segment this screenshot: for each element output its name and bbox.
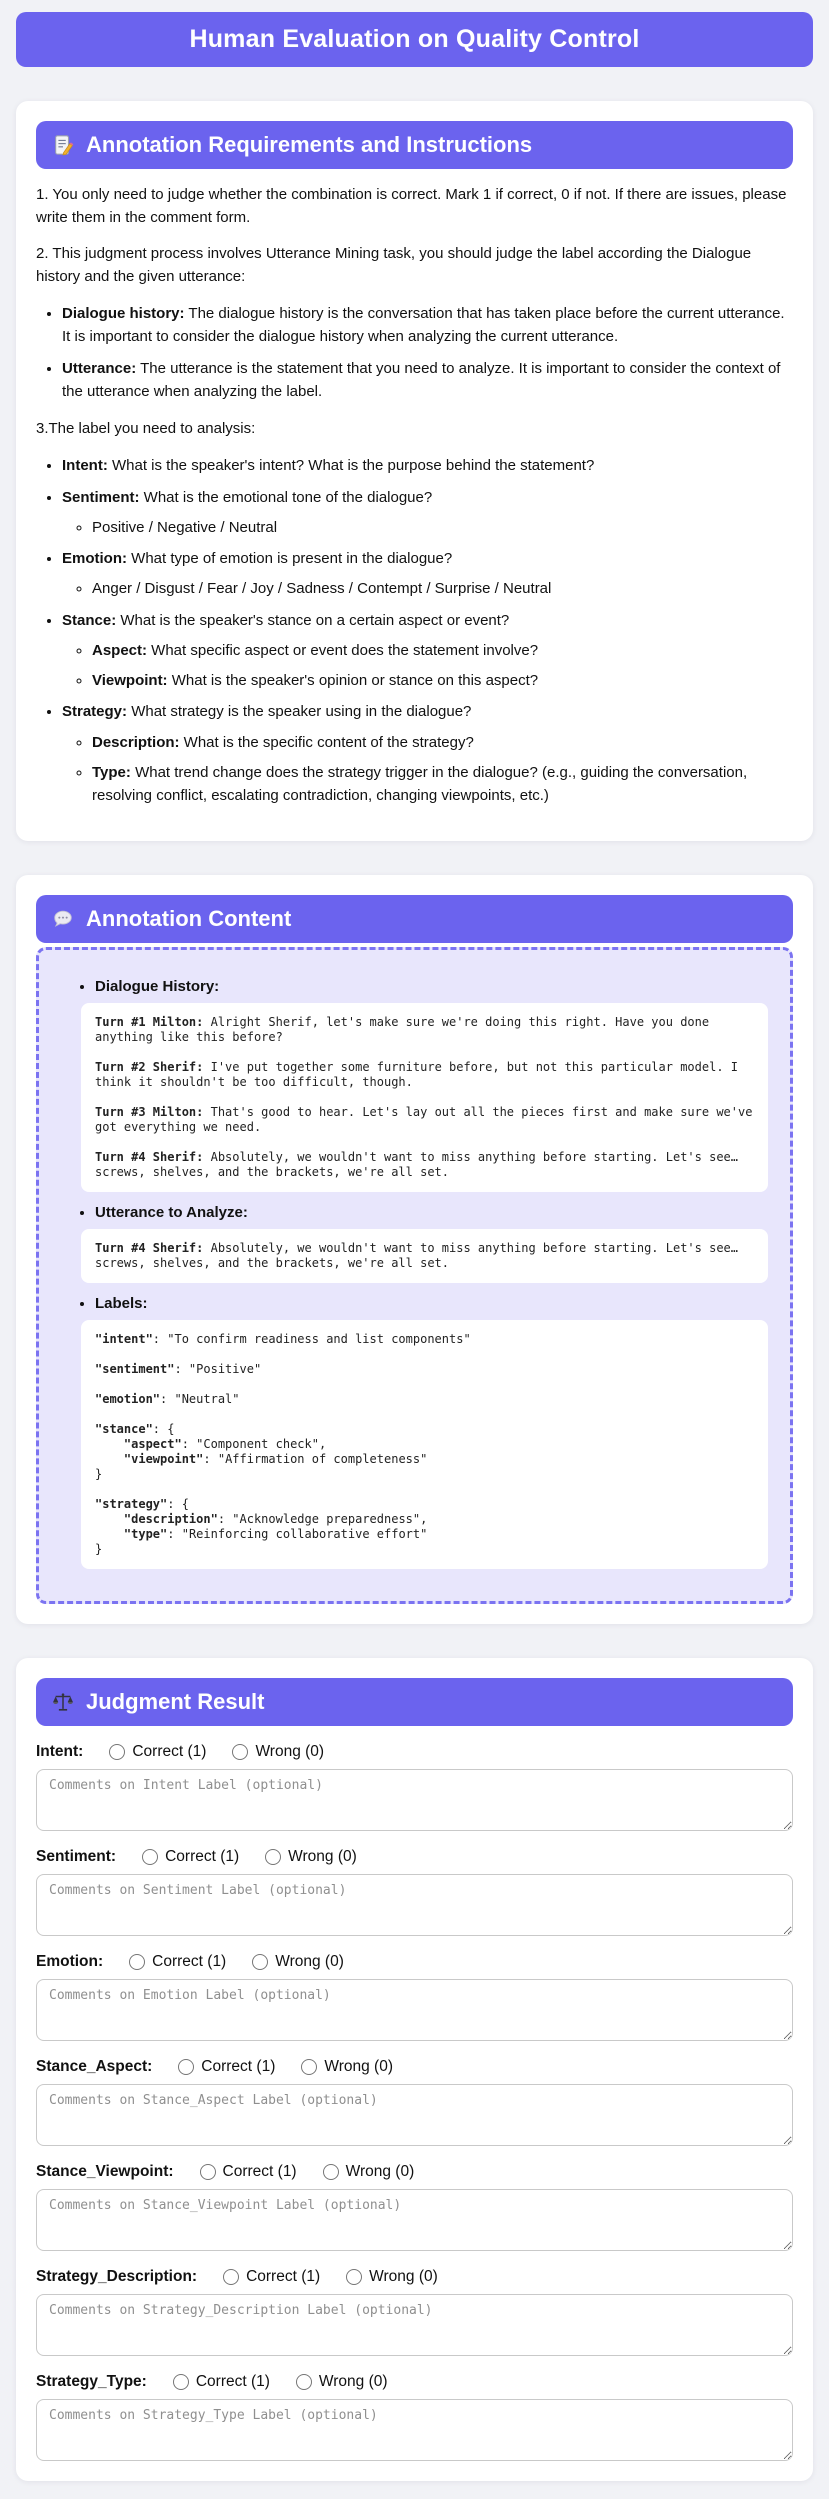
label-guide-subterm: Type:	[92, 763, 131, 781]
label-guide-sublist	[62, 577, 793, 600]
correct-radio-label: Correct (1)	[165, 1848, 240, 1866]
correct-radio[interactable]	[142, 1849, 158, 1865]
instructions-body	[36, 183, 793, 807]
instructions-header-label: Annotation Requirements and Instructions	[86, 132, 533, 157]
label-json-value: }	[95, 1467, 103, 1482]
label-json-value: : "Component check",	[181, 1437, 327, 1452]
utterance-heading: • Utterance to Analyze:	[95, 1204, 768, 1221]
correct-radio[interactable]	[109, 1744, 125, 1760]
correct-radio[interactable]	[173, 2374, 189, 2390]
annotation-content-card	[16, 875, 813, 1624]
label-json-line	[95, 1422, 754, 1437]
label-guide-item	[62, 700, 793, 807]
wrong-radio-option[interactable]	[296, 2373, 388, 2391]
label-json-value: : "Reinforcing collaborative effort"	[167, 1527, 428, 1542]
wrong-radio[interactable]	[296, 2374, 312, 2390]
instructions-header	[36, 121, 793, 169]
label-guide-subterm: Aspect:	[92, 641, 148, 659]
judgment-row-strategy-type	[36, 2373, 793, 2461]
label-json-line	[95, 1332, 754, 1347]
label-json-key: "type"	[95, 1527, 168, 1542]
label-json-key: "aspect"	[95, 1437, 182, 1452]
label-json-line	[95, 1362, 754, 1377]
turn-speaker: Turn #4 Sherif:	[95, 1150, 204, 1165]
label-guide-term: Emotion:	[62, 550, 127, 567]
correct-radio[interactable]	[223, 2269, 239, 2285]
label-json-key: "sentiment"	[95, 1362, 175, 1377]
strategy-description-comment-textarea[interactable]	[36, 2294, 793, 2356]
correct-radio-option[interactable]	[142, 1848, 239, 1866]
label-json-line	[95, 1392, 754, 1407]
label-json-key: "stance"	[95, 1422, 153, 1437]
wrong-radio-label: Wrong (0)	[324, 2058, 393, 2076]
wrong-radio-option[interactable]	[346, 2268, 438, 2286]
instructions-card	[16, 101, 813, 841]
intent-comment-textarea[interactable]	[36, 1769, 793, 1831]
judgment-result-header	[36, 1678, 793, 1726]
annotation-content-header	[36, 895, 793, 943]
label-guide-text: What is the speaker's stance on a certain aspect or event?	[116, 611, 510, 629]
correct-radio-label: Correct (1)	[132, 1743, 207, 1761]
label-guide-text: What type of emotion is present in the dialogue?	[127, 550, 453, 567]
label-json-value: : "To confirm readiness and list components"	[152, 1332, 471, 1347]
judgment-row-emotion	[36, 1953, 793, 2041]
label-json-line	[95, 1467, 754, 1482]
label-json-value: : "Positive"	[174, 1362, 262, 1377]
judgment-field-label: Stance_Aspect:	[36, 2058, 153, 2076]
turn-speaker: Turn #2 Sherif:	[95, 1060, 204, 1075]
label-json-line	[95, 1407, 754, 1422]
judgment-field-label: Emotion:	[36, 1953, 104, 1971]
label-guide-subtext: What is the specific content of the strategy?	[179, 733, 474, 751]
correct-radio[interactable]	[200, 2164, 216, 2180]
definition-term: Dialogue history:	[62, 305, 185, 322]
label-json-value: : "Neutral"	[160, 1392, 240, 1407]
label-guide-item	[62, 547, 793, 601]
dialogue-turn	[95, 1060, 754, 1090]
definition-item	[62, 357, 793, 404]
annotation-sections-list	[61, 1204, 768, 1221]
definition-text: The utterance is the statement that you need to analyze. It is important to consider the context of the utterance when analyzing the label.	[62, 359, 781, 400]
correct-radio-label: Correct (1)	[246, 2268, 321, 2286]
label-guide-subitem	[92, 761, 793, 808]
label-guide-term: Stance:	[62, 611, 117, 629]
wrong-radio[interactable]	[301, 2059, 317, 2075]
label-json-line	[95, 1437, 754, 1452]
speech-balloon-icon	[52, 908, 74, 930]
turn-speaker: Turn #1 Milton:	[95, 1015, 204, 1030]
label-guide-sublist	[62, 639, 793, 693]
stance-viewpoint-comment-textarea[interactable]	[36, 2189, 793, 2251]
judgment-field-label: Intent:	[36, 1743, 84, 1761]
label-json-value: : "Affirmation of completeness"	[203, 1452, 428, 1467]
correct-radio[interactable]	[178, 2059, 194, 2075]
instruction-paragraph-1: 1. You only need to judge whether the combination is correct. Mark 1 if correct, 0 if not. If there are issues, please write them in the comment form.	[36, 186, 787, 227]
judgment-field-label: Sentiment:	[36, 1848, 117, 1866]
annotation-sections-list	[61, 1295, 768, 1312]
label-guide-sublist	[62, 731, 793, 808]
label-json-value: : {	[167, 1497, 189, 1512]
label-guide-subitem	[92, 577, 793, 600]
wrong-radio-option[interactable]	[232, 1743, 324, 1761]
label-guide-sublist	[62, 516, 793, 539]
label-json-line	[95, 1452, 754, 1467]
strategy-type-comment-textarea[interactable]	[36, 2399, 793, 2461]
judgment-result-card	[16, 1658, 813, 2481]
label-guide-term: Strategy:	[62, 703, 128, 721]
wrong-radio[interactable]	[252, 1954, 268, 1970]
label-guide-term: Sentiment:	[62, 488, 140, 506]
page-title: Human Evaluation on Quality Control	[16, 12, 813, 67]
label-json-line	[95, 1347, 754, 1362]
judgment-result-header-label: Judgment Result	[86, 1689, 265, 1715]
utterance-box	[81, 1229, 768, 1283]
label-guide-subitem	[92, 516, 793, 539]
wrong-radio-option[interactable]	[323, 2163, 415, 2181]
label-guide-item	[62, 454, 793, 477]
definition-text: The dialogue history is the conversation that has taken place before the current utterance. It is important to consider the dialogue history when analyzing the current utterance.	[62, 305, 785, 346]
label-guide-subtext: What specific aspect or event does the statement involve?	[147, 641, 539, 659]
label-guide-text: What is the speaker's intent? What is the purpose behind the statement?	[107, 457, 595, 475]
wrong-radio-label: Wrong (0)	[369, 2268, 438, 2286]
label-guide-subtext: Anger / Disgust / Fear / Joy / Sadness / Contempt / Surprise / Neutral	[92, 580, 552, 598]
label-json-key: "intent"	[95, 1332, 153, 1347]
correct-radio-option[interactable]	[178, 2058, 275, 2076]
label-guide-subitem	[92, 639, 793, 662]
labels-guide-list	[36, 454, 793, 807]
judgment-row-stance-viewpoint	[36, 2163, 793, 2251]
label-guide-subitem	[92, 731, 793, 754]
wrong-radio-option[interactable]	[265, 1848, 357, 1866]
label-json-value: : {	[152, 1422, 175, 1437]
label-json-line	[95, 1482, 754, 1497]
dialogue-history-heading: • Dialogue History:	[95, 978, 768, 995]
label-guide-subterm: Viewpoint:	[92, 672, 168, 689]
labels-box	[81, 1320, 768, 1569]
dialogue-turn	[95, 1105, 754, 1135]
turn-text: That's good to hear. Let's lay out all the pieces first and make sure we've got everything we need.	[95, 1105, 753, 1135]
turn-text: I've put together some furniture before, but not this particular model. I think it shouldn't be too difficult, though.	[95, 1060, 738, 1090]
label-json-line	[95, 1527, 754, 1542]
judgment-row-stance-aspect	[36, 2058, 793, 2146]
label-json-key: "viewpoint"	[95, 1452, 204, 1467]
wrong-radio[interactable]	[346, 2269, 362, 2285]
label-json-value: : "Acknowledge preparedness",	[217, 1512, 428, 1527]
correct-radio[interactable]	[129, 1954, 145, 1970]
dialogue-turn	[95, 1015, 754, 1045]
judgment-row-intent	[36, 1743, 793, 1831]
wrong-radio[interactable]	[323, 2164, 339, 2180]
correct-radio-option[interactable]	[129, 1953, 226, 1971]
turn-text: Absolutely, we wouldn't want to miss anything before starting. Let's see… screws, shelves, and the brackets, we're all set.	[95, 1150, 738, 1180]
definition-term: Utterance:	[62, 359, 137, 377]
wrong-radio-option[interactable]	[252, 1953, 344, 1971]
judgment-field-label: Strategy_Description:	[36, 2268, 198, 2286]
annotation-content-header-label: Annotation Content	[86, 906, 292, 932]
turn-text: Absolutely, we wouldn't want to miss anything before starting. Let's see… screws, shelves, and the brackets, we're all set.	[95, 1241, 738, 1271]
correct-radio-label: Correct (1)	[195, 2373, 270, 2391]
wrong-radio-label: Wrong (0)	[255, 1743, 325, 1761]
correct-radio-label: Correct (1)	[222, 2163, 297, 2181]
wrong-radio-label: Wrong (0)	[318, 2373, 388, 2391]
wrong-radio-option[interactable]	[301, 2058, 393, 2076]
judgment-row-sentiment	[36, 1848, 793, 1936]
correct-radio-option[interactable]	[173, 2373, 270, 2391]
wrong-radio-label: Wrong (0)	[288, 1848, 357, 1866]
memo-icon	[52, 134, 74, 156]
judgment-field-label: Stance_Viewpoint:	[36, 2163, 174, 2181]
sentiment-comment-textarea[interactable]	[36, 1874, 793, 1936]
definition-item	[62, 302, 793, 349]
label-json-line	[95, 1542, 754, 1557]
definitions-list	[36, 302, 793, 403]
turn-text: Alright Sherif, let's make sure we're doing this right. Have you done anything like this before?	[95, 1015, 710, 1045]
dialogue-turn	[95, 1150, 754, 1180]
label-json-line	[95, 1497, 754, 1512]
label-guide-subterm: Description:	[92, 733, 180, 751]
scales-icon	[52, 1691, 74, 1713]
label-json-key: "emotion"	[95, 1392, 161, 1407]
turn-speaker: Turn #3 Milton:	[95, 1105, 204, 1120]
dialogue-history-box	[81, 1003, 768, 1192]
label-json-key: "strategy"	[95, 1497, 168, 1512]
annotation-content-panel	[36, 947, 793, 1604]
correct-radio-label: Correct (1)	[152, 1953, 227, 1971]
correct-radio-option[interactable]	[223, 2268, 320, 2286]
label-guide-subitem	[92, 669, 793, 692]
label-guide-text: What is the emotional tone of the dialogue?	[139, 488, 433, 506]
correct-radio-label: Correct (1)	[201, 2058, 276, 2076]
correct-radio-option[interactable]	[109, 1743, 206, 1761]
turn-speaker: Turn #4 Sherif:	[95, 1241, 204, 1256]
wrong-radio[interactable]	[232, 1744, 248, 1760]
utterance-turn	[95, 1241, 754, 1271]
wrong-radio-label: Wrong (0)	[345, 2163, 415, 2181]
label-guide-subtext: What trend change does the strategy trigger in the dialogue? (e.g., guiding the conversation, resolving conflict, escalating contradiction, changing viewpoints, etc.)	[92, 763, 748, 804]
label-json-line	[95, 1377, 754, 1392]
wrong-radio-label: Wrong (0)	[275, 1953, 344, 1971]
instruction-paragraph-3: 3.The label you need to analysis:	[36, 420, 256, 437]
correct-radio-option[interactable]	[200, 2163, 297, 2181]
label-guide-item	[62, 609, 793, 693]
label-json-line	[95, 1512, 754, 1527]
stance-aspect-comment-textarea[interactable]	[36, 2084, 793, 2146]
wrong-radio[interactable]	[265, 1849, 281, 1865]
label-guide-subtext: Positive / Negative / Neutral	[92, 518, 278, 536]
label-json-value: }	[95, 1542, 103, 1557]
label-guide-text: What strategy is the speaker using in the dialogue?	[127, 703, 472, 721]
judgment-field-label: Strategy_Type:	[36, 2373, 147, 2391]
annotation-sections-list	[61, 978, 768, 995]
judgment-row-strategy-description	[36, 2268, 793, 2356]
label-guide-term: Intent:	[62, 457, 108, 475]
instruction-paragraph-2: 2. This judgment process involves Utterance Mining task, you should judge the label according the Dialogue history and the given utterance:	[36, 244, 752, 285]
label-guide-subtext: What is the speaker's opinion or stance on this aspect?	[167, 672, 539, 689]
emotion-comment-textarea[interactable]	[36, 1979, 793, 2041]
label-guide-item	[62, 486, 793, 540]
labels-heading: • Labels:	[95, 1295, 768, 1312]
label-json-key: "description"	[95, 1512, 218, 1527]
